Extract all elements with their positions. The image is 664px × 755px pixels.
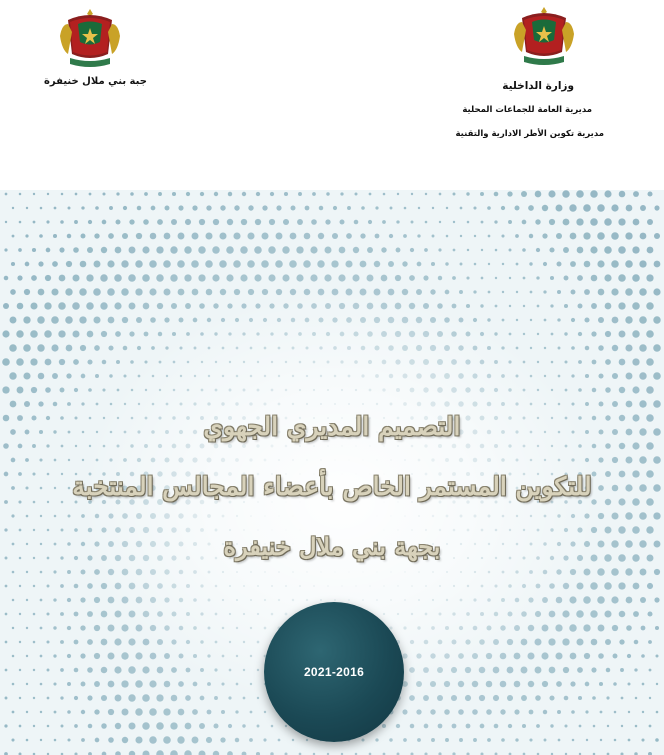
- cover-panel: [0, 190, 664, 755]
- period-badge: [264, 602, 404, 742]
- cover-title-line-2: للتكوين المستمر الخاص بأعضاء المجالس المنتخبة: [72, 472, 592, 501]
- directorate-training: مديرية تكوين الأطر الادارية والتقنية: [455, 129, 604, 139]
- cover-title-line-1: التصميم المديري الجهوي: [203, 412, 461, 441]
- period-label: 2021-2016: [303, 665, 365, 679]
- directorate-general: مديرية العامة للجماعات المحلية: [462, 105, 592, 115]
- ministry-name: وزارة الداخلية: [502, 80, 574, 92]
- region-name: جبة بني ملال خنيفرة: [44, 76, 147, 87]
- coat-of-arms-icon: [512, 4, 576, 68]
- cover-title-line-3: بجهة بني ملال خنيفرة: [223, 532, 441, 561]
- document-header: [0, 0, 664, 190]
- coat-of-arms-icon: [58, 6, 122, 70]
